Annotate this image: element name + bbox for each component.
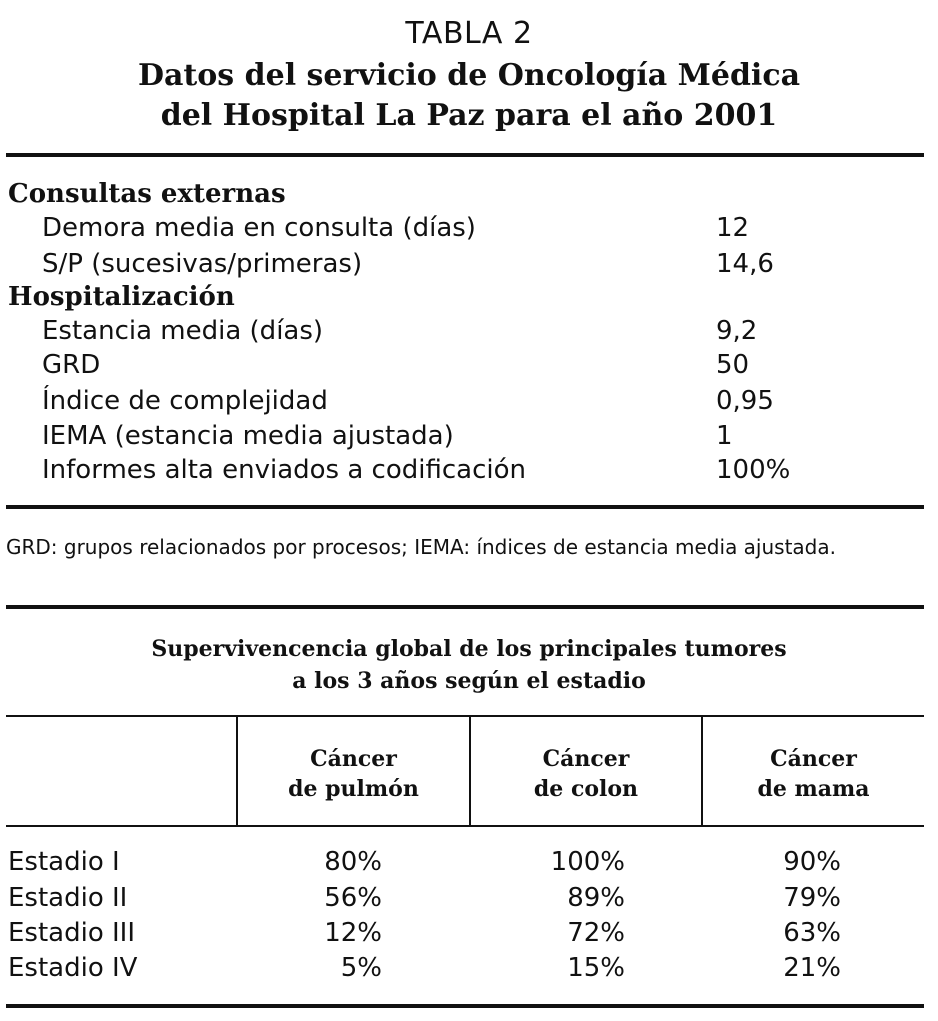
column-header-line: Cáncer [310, 746, 397, 772]
column-header-mama [703, 744, 924, 804]
column-header-line: Cáncer [542, 746, 630, 772]
table2-bottom-rule [6, 1004, 924, 1008]
survival-cell: 80% [324, 847, 382, 877]
survival-title-line-1: Supervivencencia global de los principales tumores [151, 636, 787, 662]
survival-cell: 56% [324, 883, 382, 913]
row-label-informes: Informes alta enviados a codificación [42, 455, 526, 485]
table-title-line-1: Datos del servicio de Oncología Médica [137, 58, 801, 93]
top-rule [6, 153, 924, 157]
column-header-pulmon [238, 744, 469, 804]
survival-cell: 79% [783, 883, 841, 913]
section-heading-consultas: Consultas externas [8, 179, 286, 209]
row-value-grd: 50 [716, 350, 750, 380]
survival-cell: 21% [783, 953, 841, 983]
row-label-complejidad: Índice de complejidad [42, 386, 328, 416]
stage-label: Estadio III [8, 918, 136, 948]
column-header-line: Cáncer [770, 746, 857, 772]
header-bottom-rule [6, 825, 924, 827]
row-label-estancia: Estancia media (días) [42, 316, 324, 346]
survival-cell: 100% [550, 847, 625, 877]
row-value-informes: 100% [716, 455, 791, 485]
row-label-iema: IEMA (estancia media ajustada) [42, 421, 454, 451]
column-header-line: de pulmón [288, 776, 419, 802]
row-label-sp: S/P (sucesivas/primeras) [42, 249, 363, 279]
column-header-line: de colon [533, 776, 639, 802]
row-value-demora: 12 [716, 213, 750, 243]
row-value-complejidad: 0,95 [716, 386, 774, 416]
column-header-line: de mama [757, 776, 870, 802]
column-header-colon [471, 744, 701, 804]
table-label: TABLA 2 [405, 16, 533, 51]
survival-cell: 89% [567, 883, 625, 913]
row-value-iema: 1 [716, 421, 733, 451]
row-label-demora: Demora media en consulta (días) [42, 213, 476, 243]
survival-cell: 12% [324, 918, 382, 948]
header-top-rule [6, 715, 924, 717]
survival-cell: 5% [340, 953, 382, 983]
row-value-sp: 14,6 [716, 249, 774, 279]
footnote: GRD: grupos relacionados por procesos; IEMA: índices de estancia media ajustada. [6, 535, 836, 559]
survival-cell: 90% [783, 847, 841, 877]
table-title-line-2: del Hospital La Paz para el año 2001 [160, 98, 778, 133]
stage-label: Estadio IV [8, 953, 138, 983]
row-value-estancia: 9,2 [716, 316, 758, 346]
section-heading-hospitalizacion: Hospitalización [8, 282, 235, 312]
table1-bottom-rule [6, 505, 924, 509]
stage-label: Estadio II [8, 883, 128, 913]
row-label-grd: GRD [42, 350, 101, 380]
survival-cell: 15% [567, 953, 625, 983]
table2-top-rule [6, 605, 924, 609]
survival-cell: 72% [567, 918, 625, 948]
survival-cell: 63% [783, 918, 841, 948]
survival-title-line-2: a los 3 años según el estadio [292, 668, 646, 694]
stage-label: Estadio I [8, 847, 120, 877]
